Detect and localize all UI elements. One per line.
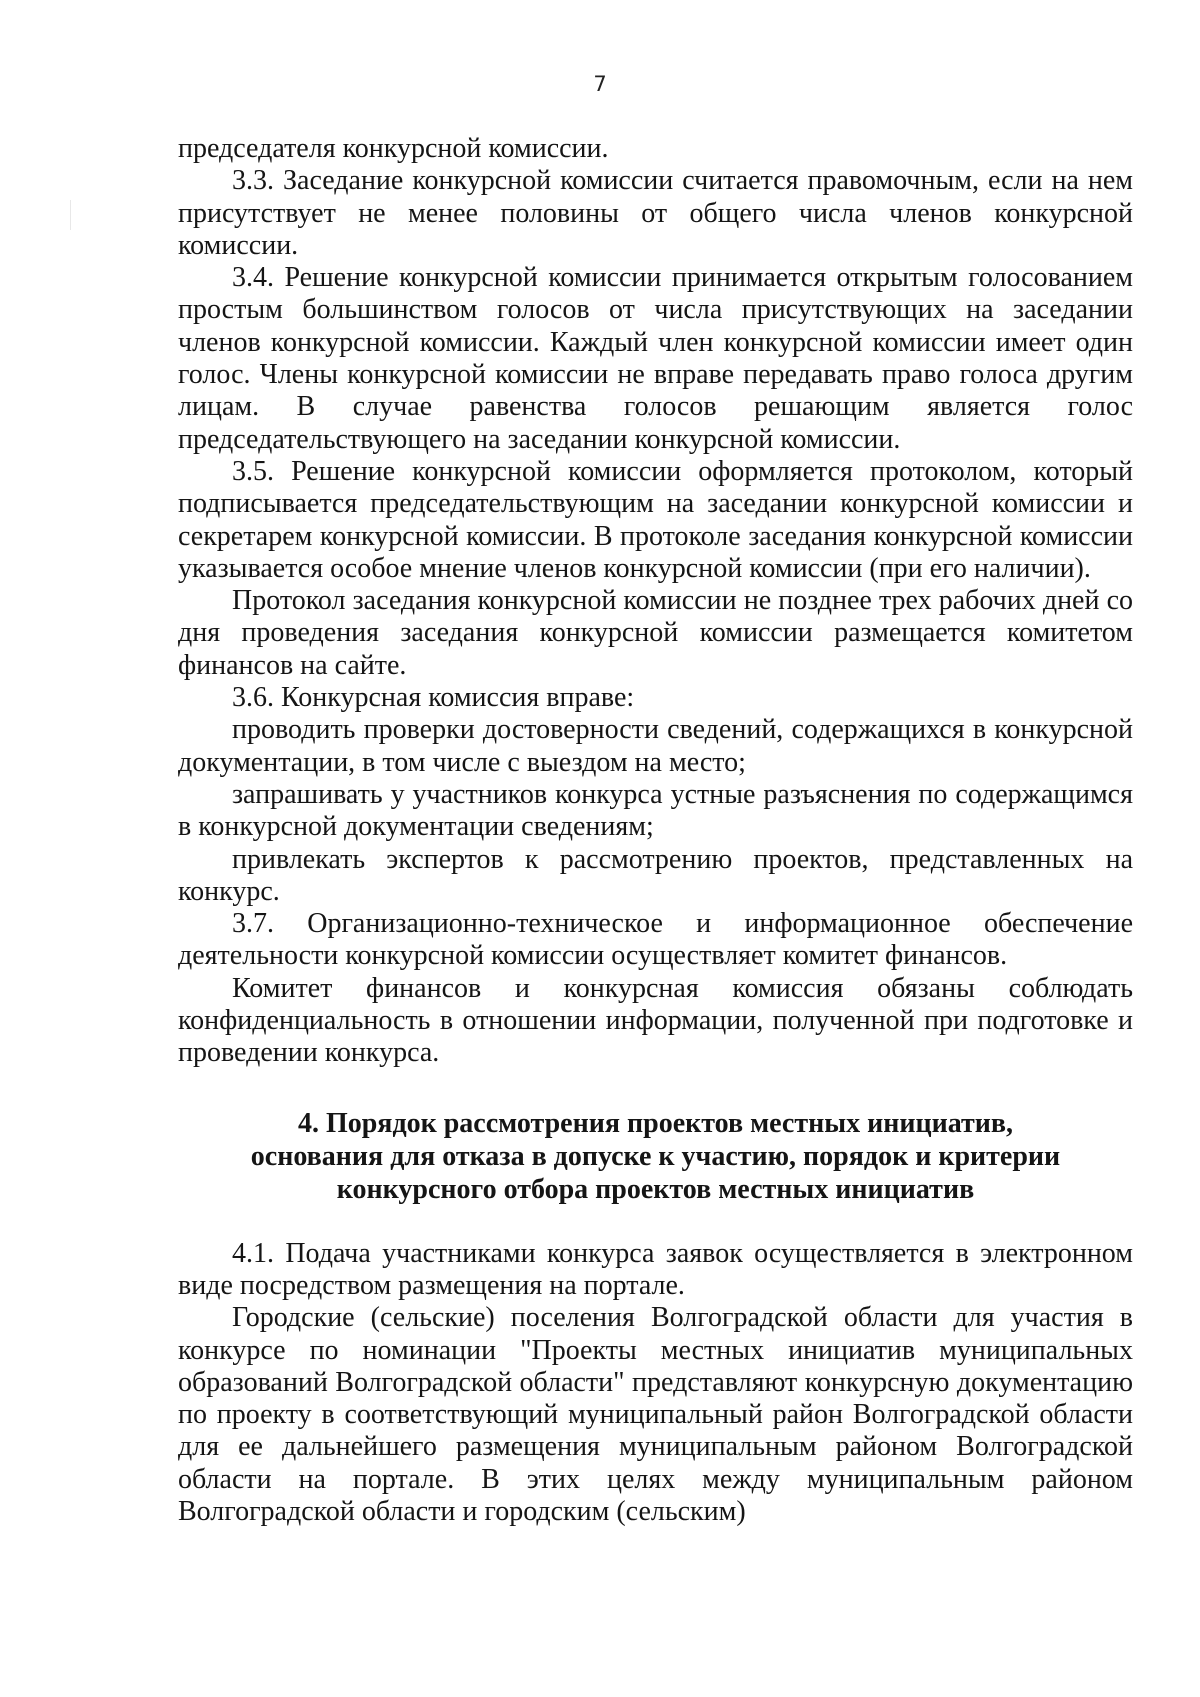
paragraph-3-7: 3.7. Организационно-техническое и информационное обеспечение деятельности конкурсной комиссии осуществляет комитет финансов.	[178, 908, 1133, 972]
page-number: 7	[593, 72, 607, 96]
section-heading-line: основания для отказа в допуске к участию, порядок и критерии	[250, 1140, 1061, 1172]
paragraph-4-1: 4.1. Подача участниками конкурса заявок осуществляется в электронном виде посредством размещения на портале.	[178, 1237, 1133, 1301]
list-item-requests: запрашивать у участников конкурса устные разъяснения по содержащимся в конкурсной документации сведениям;	[178, 778, 1133, 843]
section-heading	[178, 1107, 1133, 1206]
paragraph-protocol: Протокол заседания конкурсной комиссии не позднее трех рабочих дней со дня проведения заседания конкурсной комиссии размещается комитетом финансов на сайте.	[178, 585, 1133, 681]
scan-artifact	[70, 200, 71, 230]
document-body	[178, 133, 1133, 1528]
section-heading-line: 4. Порядок рассмотрения проектов местных инициатив,	[297, 1107, 1014, 1139]
list-item-checks: проводить проверки достоверности сведений, содержащихся в конкурсной документации, в том числе с выездом на место;	[178, 714, 1133, 778]
section-heading-line: конкурсного отбора проектов местных инициатив	[336, 1173, 975, 1205]
list-item-experts: привлекать экспертов к рассмотрению проектов, представленных на конкурс.	[178, 843, 1133, 907]
paragraph-continuation: председателя конкурсной комиссии.	[178, 133, 609, 164]
paragraph-3-3: 3.3. Заседание конкурсной комиссии считается правомочным, если на нем присутствует не менее половины от общего числа членов конкурсной комиссии.	[178, 165, 1133, 261]
paragraph-confidentiality: Комитет финансов и конкурсная комиссия обязаны соблюдать конфиденциальность в отношении информации, полученной при подготовке и проведении конкурса.	[178, 972, 1133, 1069]
paragraph-settlements: Городские (сельские) поселения Волгоградской области для участия в конкурсе по номинации "Проекты местных инициатив муниципальных образований Волгоградской области" представляют конкурсную документацию по проекту в соответствующий муниципальный район Волгоградской области для ее дальнейшего размещения муниципальным районом Волгоградской области на портале. В этих целях между муниципальным районом Волгоградской области и городским (сельским)	[178, 1302, 1133, 1527]
paragraph-3-4: 3.4. Решение конкурсной комиссии принимается открытым голосованием простым большинством голосов от числа присутствующих на заседании членов конкурсной комиссии. Каждый член конкурсной комиссии имеет один голос. Члены конкурсной комиссии не вправе передавать право голоса другим лицам. В случае равенства голосов решающим является голос председательствующего на заседании конкурсной комиссии.	[178, 262, 1133, 455]
paragraph-3-5: 3.5. Решение конкурсной комиссии оформляется протоколом, который подписывается председательствующим на заседании конкурсной комиссии и секретарем конкурсной комиссии. В протоколе заседания конкурсной комиссии указывается особое мнение членов конкурсной комиссии (при его наличии).	[178, 455, 1133, 584]
paragraph-3-6: 3.6. Конкурсная комиссия вправе:	[232, 682, 635, 714]
